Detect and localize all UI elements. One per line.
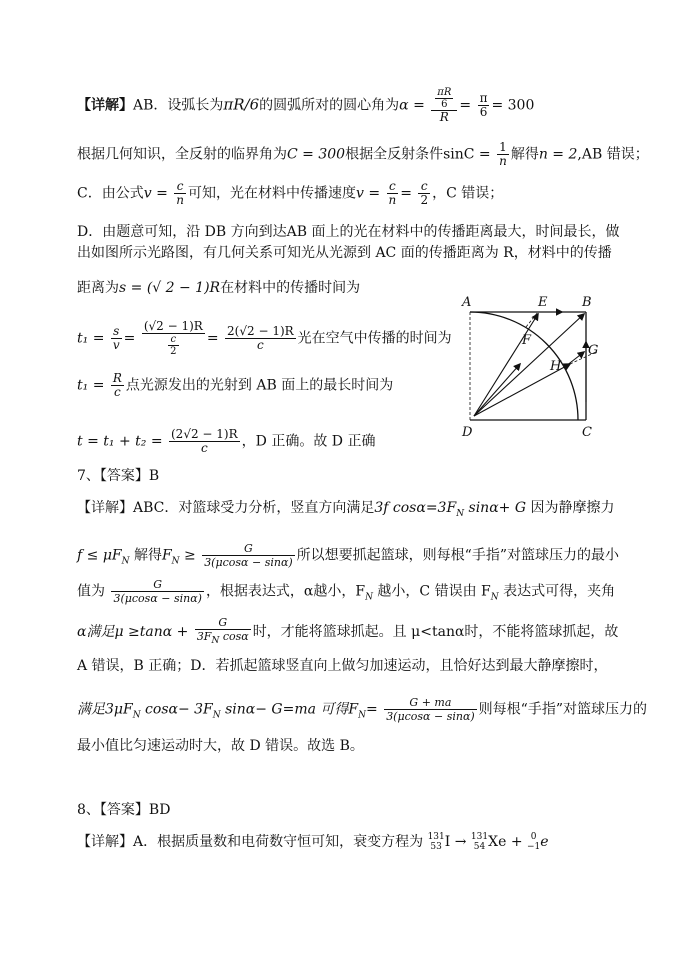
label-b: B <box>582 295 592 310</box>
refractive-index: n = 2 <box>538 146 578 163</box>
fraction <box>202 542 294 569</box>
text: 可知，光在材料中传播速度 <box>188 185 356 202</box>
arc-ac <box>470 312 578 420</box>
q7-answer: 7、【答案】B <box>77 468 160 484</box>
charge-number: 54 <box>473 842 486 852</box>
q6-line-7 <box>77 320 452 357</box>
q6-line-4: D．由题意可知，沿 DB 方向到达AB 面上的光在材料中的传播距离最大，时间最长，做 <box>77 224 620 240</box>
fraction <box>169 428 240 455</box>
numerator: c <box>168 334 178 346</box>
fraction <box>225 325 296 352</box>
electron-particle <box>527 832 540 852</box>
q7-line-4 <box>77 616 618 648</box>
denominator: c <box>256 338 264 352</box>
subscript: N <box>358 710 366 721</box>
numerator: G <box>111 578 203 592</box>
text: 值为 <box>77 583 105 600</box>
numerator: π <box>479 91 488 105</box>
text: 【详解】A．根据质量数和电荷数守恒可知，衰变方程为 <box>77 834 424 850</box>
numerator: 1 <box>497 141 509 155</box>
q7-line-6 <box>77 696 647 725</box>
numerator: c <box>418 180 430 194</box>
subscript: N <box>365 592 373 603</box>
detail-label: 【详解】 <box>77 97 133 114</box>
formula: sinα+ G <box>464 500 527 516</box>
equals: = <box>206 330 219 347</box>
text: 表达式可得，夹角 <box>498 583 616 600</box>
numerator: R <box>112 371 122 385</box>
text: ,AB 错误； <box>577 146 649 163</box>
label-c: C <box>582 425 592 440</box>
angle-value: = 300 <box>491 97 535 114</box>
text: 越小，C 错误由 F <box>372 583 491 600</box>
mass-number: 0 <box>530 832 537 842</box>
fraction <box>111 325 122 352</box>
alpha-symbol: α <box>399 97 409 114</box>
q7-line-3 <box>77 578 615 607</box>
reaction-arrow: → <box>454 834 467 850</box>
text: 解得 <box>129 547 162 564</box>
denominator: n <box>499 154 507 168</box>
q7-line-7: 最小值比匀速运动时大，故 D 错误。故选 B。 <box>77 738 364 754</box>
text: 根据全反射条件 <box>345 146 444 163</box>
charge-number: 53 <box>430 842 442 852</box>
equals: = <box>400 185 413 202</box>
q8-line-1 <box>77 832 549 852</box>
text: 【详解】ABC．对篮球受力分析，竖直方向满足 <box>77 500 375 516</box>
q6-line-2 <box>77 141 649 168</box>
fraction <box>142 320 205 357</box>
distance-formula: s = (√ 2 − 1)R <box>119 280 221 296</box>
dashed-ef <box>526 312 538 327</box>
speed-formula: v = <box>143 185 168 202</box>
label-d: D <box>462 425 473 440</box>
denominator-tail: cosα <box>219 630 249 643</box>
denominator: 3(μcosα − sinα) <box>204 556 293 569</box>
fraction <box>478 92 490 119</box>
numerator: πR <box>437 87 452 98</box>
formula: sinα− G=ma 可得F <box>220 701 359 718</box>
fraction <box>384 696 476 723</box>
denominator: 2 <box>170 346 177 357</box>
text: ，根据表达式，α越小，F <box>205 583 366 600</box>
light-path-diagram <box>458 292 618 442</box>
text: 所以想要抓起篮球，则每根“手指”对篮球压力的最小 <box>296 547 619 564</box>
critical-angle: C = 300 <box>287 146 346 163</box>
numerator: G <box>202 542 294 556</box>
xenon-nuclide <box>471 832 488 852</box>
text: 光在空气中传播的时间为 <box>297 330 452 347</box>
subscript: N <box>171 556 180 567</box>
label-a: A <box>462 295 472 310</box>
denominator: v <box>112 338 120 352</box>
time-formula: t₁ = <box>77 330 105 347</box>
denominator: 6 <box>479 105 488 119</box>
text: AB．设弧长为 <box>133 97 224 114</box>
text: 根据几何知识，全反射的临界角为 <box>77 146 287 163</box>
q7-line-1 <box>77 498 614 524</box>
element-symbol: e <box>540 834 549 850</box>
denominator: 6 <box>441 99 448 110</box>
subscript: N <box>132 710 141 721</box>
total-time-formula: t = t₁ + t₂ = <box>77 433 163 450</box>
speed-formula: v = <box>356 185 381 202</box>
text: ，C 错误； <box>432 185 504 202</box>
fraction <box>387 180 399 207</box>
numerator: c <box>174 180 186 194</box>
time-formula: t₁ = <box>77 377 105 394</box>
numerator: s <box>111 325 122 339</box>
q6-line-9 <box>77 428 375 455</box>
formula: 满足3μF <box>77 701 133 718</box>
numerator: G <box>195 616 251 630</box>
text: 时，才能将篮球抓起。且 μ<tanα时，不能将篮球抓起，故 <box>252 624 619 641</box>
denominator: 2 <box>420 193 429 207</box>
denominator: n <box>388 193 397 207</box>
subscript: N <box>121 556 130 567</box>
text: 则每根“手指”对篮球压力的 <box>478 701 647 718</box>
text: 解得 <box>510 146 539 163</box>
q6-line-8 <box>77 372 393 399</box>
subscript: N <box>212 710 221 721</box>
equals: = <box>123 330 136 347</box>
element-symbol: Xe <box>488 834 507 850</box>
q7-line-5: A 错误，B 正确；D．若抓起篮球竖直向上做匀加速运动，且恰好达到最大静摩擦时， <box>77 658 608 674</box>
denominator: c <box>114 385 121 399</box>
q6-line-5: 出如图所示光路图，有几何关系可知光从光源到 AC 面的传播距离为 R，材料中的传播 <box>77 245 612 261</box>
subscript: N <box>490 592 499 603</box>
label-g: G <box>588 343 599 358</box>
ray-f-mid <box>474 364 520 416</box>
inequality: ≥ <box>179 547 196 564</box>
denominator: R <box>439 110 449 124</box>
text: 因为静摩擦力 <box>526 500 615 516</box>
denominator: 3(μcosα − sinα) <box>386 710 475 723</box>
equals: = <box>366 701 378 718</box>
denominator: 3F <box>196 630 212 643</box>
sinc-expression: sinC = <box>443 146 491 163</box>
label-e: E <box>538 295 548 310</box>
text: 点光源发出的光射到 AB 面上的最长时间为 <box>125 377 394 394</box>
element-symbol: I <box>444 834 451 850</box>
fraction <box>195 616 251 648</box>
q6-line-6 <box>77 278 360 298</box>
text: 距离为 <box>77 280 119 296</box>
label-h: H <box>550 359 562 374</box>
q7-line-2 <box>77 542 619 571</box>
plus: + <box>510 834 523 850</box>
fraction <box>111 578 203 605</box>
fraction <box>111 372 124 399</box>
fraction <box>431 87 457 124</box>
charge-number: −1 <box>527 842 541 852</box>
denominator: c <box>200 441 208 455</box>
denominator: n <box>176 193 184 207</box>
arc-symbol: πR/6 <box>223 95 260 114</box>
formula: f ≤ μF <box>77 547 122 564</box>
numerator: (√2 − 1)R <box>143 319 203 333</box>
force-symbol: F <box>161 547 172 564</box>
fraction <box>418 180 430 207</box>
fraction <box>174 180 186 207</box>
denominator: 3(μcosα − sinα) <box>113 592 202 605</box>
q6-line-3 <box>77 180 503 207</box>
numerator: c <box>387 180 399 194</box>
numerator: 2(√2 − 1)R <box>227 324 294 338</box>
subscript: N <box>211 636 220 647</box>
iodine-nuclide <box>428 832 445 852</box>
numerator: (2√2 − 1)R <box>171 427 238 441</box>
text: ，D 正确。故 D 正确 <box>241 433 376 450</box>
fraction <box>497 141 509 168</box>
text: 的圆弧所对的圆心角为 <box>259 97 400 114</box>
mass-number: 131 <box>427 832 445 842</box>
formula: cosα− 3F <box>140 701 213 718</box>
subscript: N <box>456 508 465 519</box>
q6-line-1: 【详解】AB．设弧长为πR/6的圆弧所对的圆心角为α = $\frac{\frac{\pi R}{6}}{R}$ = $\frac{\pi}{6}$ = 300 <box>77 87 535 124</box>
text: C．由公式 <box>77 185 144 202</box>
mass-number: 131 <box>470 832 489 842</box>
text: 在材料中的传播时间为 <box>220 280 361 296</box>
condition-formula: α满足μ ≥tanα + <box>77 624 189 641</box>
label-f: F <box>522 333 532 348</box>
q8-answer: 8、【答案】BD <box>77 802 171 818</box>
formula: 3f cosα=3F <box>374 500 457 516</box>
numerator: G + ma <box>384 696 476 710</box>
